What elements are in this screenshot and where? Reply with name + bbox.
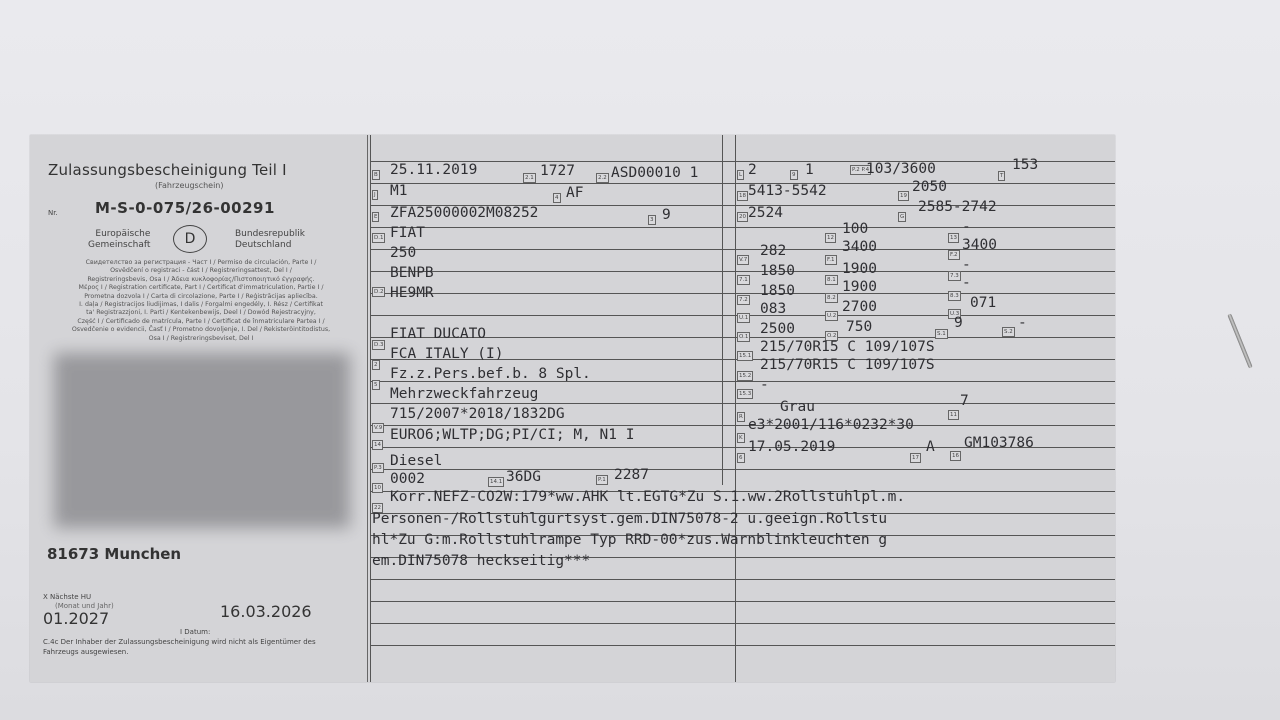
certificate-title: Zulassungsbescheinigung Teil I — [48, 161, 287, 179]
field-15-2-tyres: 215/70R15 C 109/107S — [760, 357, 935, 373]
field-22-remarks-line: hl*Zu G:m.Rollstuhlrampe Typ RRD-00*zus.Warnblinkleuchten g — [372, 532, 888, 548]
column-divider — [722, 135, 723, 485]
code-box: K — [739, 435, 743, 441]
certificate-fields — [370, 135, 1115, 682]
row-line — [370, 623, 1115, 624]
field-k-type-approval: e3*2001/116*0232*30 — [748, 417, 914, 433]
number-label: Nr. — [48, 209, 58, 217]
next-hu-date: 01.2027 — [43, 609, 110, 628]
code-box: 2 — [374, 362, 378, 368]
field-o2-trailer-unbraked: 750 — [846, 319, 873, 335]
column-divider — [370, 135, 371, 682]
field-2-2: ASD00010 1 — [611, 165, 699, 181]
field-10: 0002 — [390, 471, 425, 487]
code-box: 20 — [739, 214, 746, 220]
field-17: A — [926, 439, 935, 455]
field-p1-displacement: 2287 — [614, 467, 649, 483]
code-box: E — [374, 214, 378, 220]
field-v9-emission: 715/2007*2018/1832DG — [390, 406, 565, 422]
redacted-holder-address — [54, 353, 350, 528]
field-u3: 071 — [970, 295, 997, 311]
field-22-remarks-line: Personen-/Rollstuhlgurtsyst.gem.DIN75078-2 u.geeign.Rollstu — [372, 511, 888, 527]
ownership-disclaimer — [43, 637, 343, 657]
field-2-1: 1727 — [540, 163, 575, 179]
multilingual-line: Osa I / Registreringsbeviset, Del I — [148, 334, 254, 342]
code-box: 10 — [374, 485, 381, 491]
code-box: U.3 — [950, 311, 960, 317]
field-j: M1 — [390, 183, 408, 199]
code-box: 11 — [950, 412, 957, 418]
row-line — [370, 293, 1115, 294]
code-box: 15.1 — [739, 353, 752, 359]
field-5-class: Fz.z.Pers.bef.b. 8 Spl. — [390, 366, 591, 382]
field-d3-model: FIAT DUCATO — [390, 326, 487, 342]
code-box: 2.2 — [598, 175, 607, 181]
field-l-axles: 2 — [748, 162, 757, 178]
code-box: P.2 P.4 — [852, 167, 870, 173]
code-box: 6 — [739, 455, 743, 461]
field-d2-version: HE9MR — [390, 285, 434, 301]
field-20-height: 2524 — [748, 205, 783, 221]
code-box: 9 — [792, 172, 796, 178]
code-box: 16 — [952, 453, 959, 459]
row-line — [370, 645, 1115, 646]
code-box: T — [1000, 173, 1004, 179]
code-box: 17 — [912, 455, 919, 461]
code-box: 8.2 — [827, 295, 836, 301]
code-box: 2.1 — [525, 175, 534, 181]
code-box: 18 — [739, 193, 746, 199]
multilingual-line: Свидетелство за регистрация - Част I / Permiso de circulación, Parte I / — [85, 259, 317, 266]
footer-text: Der Inhaber der Zulassungsbescheinigung wird nicht als Eigentümer des Fahrzeugs ausgewiesen. — [43, 638, 316, 656]
field-d1-make: FIAT — [390, 225, 425, 241]
multilingual-line: ta' Registrazzjoni, I. Parti / Kentekenbewijs, Deel I / Dowód Rejestracyjny, — [86, 309, 316, 317]
germany-label — [235, 229, 305, 251]
multilingual-line: I. daļa / Registracijos liudijimas, I dalis / Forgalmi engedély, I. Rész / Certifikat — [79, 301, 323, 309]
field-o1-trailer-braked: 2500 — [760, 321, 795, 337]
multilingual-titles — [42, 259, 360, 343]
multilingual-line: Registreringsbevis, Osa I / Άδεια κυκλοφορίας/Πιστοποιητικό έγγραφής. — [87, 275, 315, 283]
row-line — [370, 227, 1115, 228]
field-d2-variant: BENPB — [390, 265, 434, 281]
field-p2-p4-power: 103/3600 — [866, 161, 936, 177]
field-18-length: 5413-5542 — [748, 183, 827, 199]
code-box: S.1 — [937, 331, 946, 337]
code-box: P.1 — [598, 477, 606, 483]
code-box: U.1 — [739, 315, 749, 321]
field-3: 9 — [662, 207, 671, 223]
field-15-3: - — [760, 377, 769, 393]
row-line — [370, 271, 1115, 272]
field-22-remarks-line: Korr.NEFZ-CO2W:179*ww.AHK lt.EGTG*Zu S.1.ww.2Rollstuhlpl.m. — [390, 489, 906, 505]
code-box: 8.3 — [950, 293, 959, 299]
field-14-emission-class: EURO6;WLTP;DG;PI/CI; M, N1 I — [390, 427, 635, 443]
de-line-2: Deutschland — [235, 240, 292, 250]
code-box: G — [900, 214, 905, 220]
field-13: - — [962, 219, 971, 235]
field-14-1: 36DG — [506, 469, 541, 485]
next-hu-label: X Nächste HU — [43, 593, 92, 601]
field-6-approval-date: 17.05.2019 — [748, 439, 836, 455]
code-box: F.1 — [827, 257, 835, 263]
field-8-3: - — [962, 275, 971, 291]
eu-line-2: Gemeinschaft — [88, 240, 151, 250]
column-divider — [735, 135, 736, 682]
code-box: 7.1 — [739, 277, 748, 283]
registration-certificate — [30, 135, 1115, 682]
field-8-1: 1900 — [842, 261, 877, 277]
field-16-id: GM103786 — [964, 435, 1034, 451]
field-t-speed: 153 — [1012, 157, 1039, 173]
field-f1: 3400 — [842, 239, 877, 255]
code-box: 22 — [374, 505, 381, 511]
code-box: R — [739, 414, 743, 420]
field-7-2: 1850 — [760, 283, 795, 299]
code-box: 7.2 — [739, 297, 748, 303]
field-4: AF — [566, 185, 584, 201]
field-g-mass: 2585-2742 — [918, 199, 997, 215]
field-22-remarks-line: em.DIN75078 heckseitig*** — [372, 553, 591, 569]
code-box: 15.2 — [739, 373, 752, 379]
row-line — [370, 469, 1115, 470]
certificate-subtitle: (Fahrzeugschein) — [155, 181, 224, 190]
field-15-1-tyres: 215/70R15 C 109/107S — [760, 339, 935, 355]
field-r-colour: Grau — [780, 399, 815, 415]
multilingual-line: Prometna dozvola I / Carta di circolazione, Parte I / Reģistrācijas apliecība. — [84, 292, 318, 300]
field-s2: - — [1018, 315, 1027, 331]
field-f2: 3400 — [962, 237, 997, 253]
field-8-2: 1900 — [842, 279, 877, 295]
code-box: 13 — [950, 235, 957, 241]
code-box: 7.3 — [950, 273, 959, 279]
code-box: 12 — [827, 235, 834, 241]
code-box: S.2 — [1004, 329, 1013, 335]
code-box: L — [739, 172, 743, 178]
field-9: 1 — [805, 162, 814, 178]
row-line — [370, 425, 1115, 426]
code-box: 15.3 — [739, 391, 752, 397]
field-2-manufacturer: FCA ITALY (I) — [390, 346, 504, 362]
footer-code: C.4c — [43, 638, 59, 646]
de-line-1: Bundesrepublik — [235, 229, 305, 239]
code-box: D.2 — [374, 289, 384, 295]
code-box: 5 — [374, 382, 378, 388]
field-11: 7 — [960, 393, 969, 409]
code-box: P.3 — [374, 465, 382, 471]
code-box: 14.1 — [490, 479, 503, 485]
field-u1: 083 — [760, 301, 787, 317]
document-number: M-S-0-075/26-00291 — [95, 199, 275, 217]
field-12: 100 — [842, 221, 869, 237]
row-line — [370, 579, 1115, 580]
eu-label — [88, 229, 150, 251]
multilingual-line: Osvědčení o registraci - část I / Registreringsattest, Del I / — [110, 267, 292, 275]
row-line — [370, 161, 1115, 162]
code-box: 19 — [900, 193, 907, 199]
field-7-1: 1850 — [760, 263, 795, 279]
next-hu-sublabel: (Monat und Jahr) — [55, 602, 114, 610]
field-p3-fuel: Diesel — [390, 453, 443, 469]
code-box: J — [374, 192, 376, 198]
multilingual-line: Część I / Certificado de matrícula, Parte I / Certificat de înmatriculare Partea I / — [77, 317, 325, 325]
field-b-first-registration: 25.11.2019 — [390, 162, 478, 178]
issue-date: 16.03.2026 — [220, 602, 312, 621]
code-box: F.2 — [950, 252, 958, 258]
code-box: O.1 — [739, 334, 749, 340]
code-box: B — [374, 172, 378, 178]
field-5-body: Mehrzweckfahrzeug — [390, 386, 539, 402]
field-e-vin: ZFA25000002M08252 — [390, 205, 539, 221]
row-line — [370, 249, 1115, 250]
code-box: D.1 — [374, 235, 384, 241]
country-code-emblem: D — [173, 225, 207, 253]
eu-line-1: Europäische — [95, 229, 151, 239]
multilingual-line: Osvedčenie o evidencii, Časť I / Prometno dovoljenje, I. Del / Rekisteröintitodistus, — [71, 326, 331, 334]
code-box: O.2 — [827, 333, 837, 339]
field-d2-type: 250 — [390, 245, 417, 261]
field-19-width: 2050 — [912, 179, 947, 195]
code-box: V.7 — [739, 257, 748, 263]
code-box: 14 — [374, 442, 381, 448]
row-line — [370, 183, 1115, 184]
row-line — [370, 601, 1115, 602]
multilingual-line: Μέρος I / Registration certificate, Part I / Certificat d'immatriculation, Partie I / — [78, 284, 324, 292]
field-v7-co2: 282 — [760, 243, 787, 259]
code-box: 3 — [650, 217, 654, 223]
field-7-3: - — [962, 257, 971, 273]
certificate-left-panel — [30, 135, 368, 682]
code-box: 4 — [555, 195, 559, 201]
code-box: V.9 — [374, 425, 383, 431]
field-u2: 2700 — [842, 299, 877, 315]
row-line — [370, 403, 1115, 404]
field-s1-seats: 9 — [954, 315, 963, 331]
code-box: D.3 — [374, 342, 384, 348]
holder-city: 81673 Munchen — [47, 545, 182, 563]
code-box: 8.1 — [827, 277, 836, 283]
code-box: U.2 — [827, 313, 837, 319]
issue-date-label: I Datum: — [180, 628, 211, 636]
